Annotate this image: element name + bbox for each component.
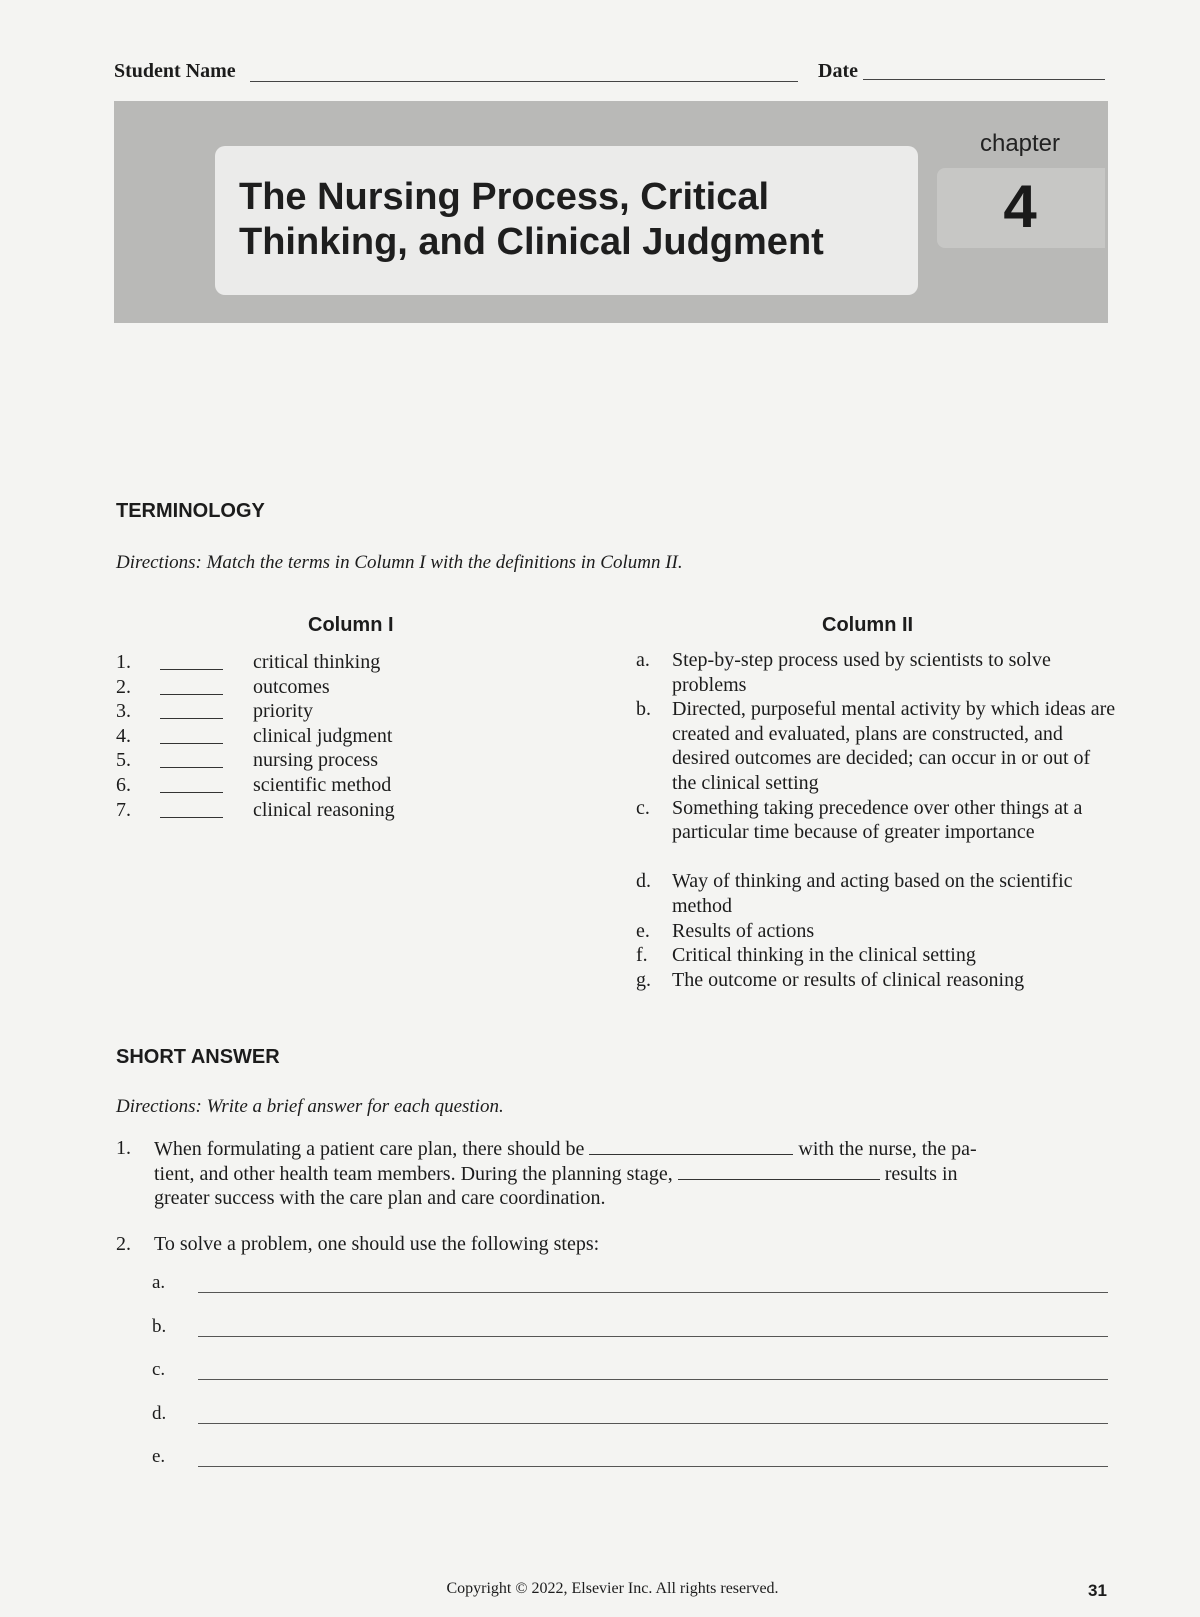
definition-text: Results of actions [672, 919, 815, 942]
step-answer-line[interactable] [198, 1292, 1108, 1293]
chapter-title [239, 175, 899, 265]
term-answer-blank[interactable] [160, 767, 223, 768]
term-answer-blank[interactable] [160, 743, 223, 744]
definition-letter: a. [636, 649, 650, 671]
term-answer-blank[interactable] [160, 817, 223, 818]
term-number: 5. [116, 749, 131, 772]
chapter-title-line-2: Thinking, and Clinical Judgment [239, 221, 824, 263]
page-number: 31 [1088, 1581, 1107, 1600]
term-number: 3. [116, 700, 131, 723]
term-number: 1. [116, 651, 131, 673]
term-row [116, 724, 576, 749]
step-answer-line[interactable] [198, 1379, 1108, 1380]
term-answer-blank[interactable] [160, 669, 223, 670]
question-1-text-part-5: greater success with the care plan and care coordination. [154, 1187, 606, 1209]
column-2-heading: Column II [822, 614, 914, 636]
term-text: nursing process [253, 749, 378, 772]
term-row [116, 773, 576, 798]
term-row [116, 798, 576, 823]
term-number: 4. [116, 724, 131, 747]
term-row [116, 675, 576, 700]
term-number: 2. [116, 675, 131, 698]
chapter-word: chapter [979, 130, 1061, 157]
terminology-heading: TERMINOLOGY [116, 500, 265, 522]
term-text: critical thinking [253, 651, 381, 673]
step-letter: a. [152, 1272, 166, 1293]
definition-text: Directed, purposeful mental activity by which ideas are created and evaluated, plans are constructed, and desired outcomes are decided; can occur in or out of the clinical setting [672, 698, 1116, 794]
definition-letter: c. [636, 796, 650, 819]
short-answer-heading: SHORT ANSWER [116, 1046, 280, 1068]
step-letter: c. [152, 1359, 166, 1380]
term-row [116, 748, 576, 773]
question-1-blank-2[interactable] [678, 1161, 880, 1180]
definition-letter: d. [636, 870, 651, 893]
term-number: 7. [116, 798, 131, 821]
column-1-heading: Column I [308, 614, 394, 636]
term-row [116, 699, 576, 724]
date-label: Date [818, 60, 858, 82]
term-text: clinical judgment [253, 724, 393, 747]
term-text: scientific method [253, 773, 392, 796]
question-1-number: 1. [116, 1137, 131, 1159]
term-answer-blank[interactable] [160, 718, 223, 719]
step-letter: e. [152, 1446, 166, 1467]
definition-text: Something taking precedence over other things at a particular time because of greater importance [672, 796, 1083, 844]
definition-letter: g. [636, 968, 651, 991]
step-answer-line[interactable] [198, 1336, 1108, 1337]
term-number: 6. [116, 773, 131, 796]
question-1-blank-1[interactable] [589, 1136, 793, 1155]
question-1-text-part-4: results in [884, 1163, 958, 1185]
student-name-label: Student Name [114, 60, 236, 82]
step-answer-line[interactable] [198, 1423, 1108, 1424]
step-letter: b. [152, 1315, 167, 1337]
definition-letter: e. [636, 919, 650, 942]
chapter-number: 4 [1003, 173, 1037, 240]
student-name-field[interactable] [250, 81, 798, 82]
definition-letter: f. [636, 944, 648, 967]
question-2-text: To solve a problem, one should use the following steps: [154, 1233, 600, 1255]
question-1-text-part-2: with the nurse, the pa- [798, 1138, 977, 1160]
short-answer-directions: Directions: Write a brief answer for each question. [116, 1096, 504, 1117]
definition-text: Way of thinking and acting based on the scientific method [672, 870, 1073, 917]
step-letter: d. [152, 1402, 167, 1424]
question-2-number: 2. [116, 1233, 131, 1255]
term-row [116, 650, 576, 675]
terms-list [116, 650, 576, 822]
definition-text: Step-by-step process used by scientists to solve problems [672, 649, 1051, 696]
term-text: clinical reasoning [253, 798, 395, 821]
step-answer-line[interactable] [198, 1466, 1108, 1467]
term-answer-blank[interactable] [160, 792, 223, 793]
copyright: Copyright © 2022, Elsevier Inc. All rights reserved. [446, 1580, 779, 1597]
term-text: priority [253, 700, 313, 723]
terminology-directions: Directions: Match the terms in Column I with the definitions in Column II. [116, 552, 683, 573]
definition-text: Critical thinking in the clinical setting [672, 944, 976, 967]
question-1-text-part-3: tient, and other health team members. During the planning stage, [154, 1163, 673, 1185]
term-answer-blank[interactable] [160, 694, 223, 695]
question-2-steps [150, 1272, 1110, 1492]
definition-text: The outcome or results of clinical reasoning [672, 968, 1025, 991]
date-field[interactable] [863, 79, 1105, 80]
definition-letter: b. [636, 698, 651, 721]
term-text: outcomes [253, 675, 330, 698]
definitions-list [636, 648, 1116, 998]
chapter-title-line-1: The Nursing Process, Critical [239, 176, 770, 218]
question-1-text-part-1: When formulating a patient care plan, there should be [154, 1138, 585, 1160]
